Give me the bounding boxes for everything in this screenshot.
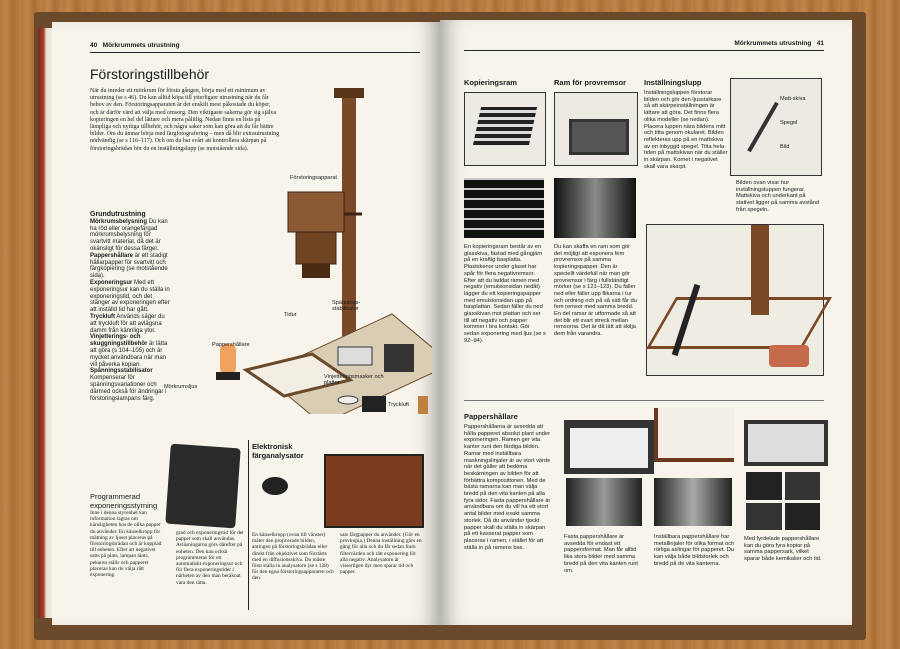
- header-rule: [90, 52, 420, 53]
- item-name: Vinjetterings- och skuggningstillbehör: [90, 334, 148, 348]
- header-rule: [464, 50, 824, 51]
- label-stabilizer: Spännings-stabilisator: [332, 300, 361, 312]
- basics-item: [90, 280, 170, 314]
- contact-frame-text: En kopieringsram består av en glasskiva, fästad med gångjärn på en kraftig basplatta. Plastskenor under glaset har spår för flera negativremsor. Efter att du laddat ramen med negativ (emulsionsidan nedåt) lägger du ett kopieringspapper med emulsionsidan upp på basplattan. Sedan fäller du ned glasskivan mot plattan och ser till att negativ och papper kommer i bra kontakt. Gör sedan exponering med ljus (se s 92–94).: [464, 244, 546, 344]
- analyzer-text-2: sats färgpapper du använder. (Gör en provkopia.) Denna inställning görs en gång för alla och du får sedan fram filtervärden och rätt exponering för alla negativ. Analysatorn är visserligen dyr men sparar tid och papper.: [340, 532, 422, 576]
- intro-text: När du inreder ett mörkrum för första gången, börja med ett minimum av utrustning (se s 46). Du kan alltid köpa till ytterligare utrustning när du får behov av den. Förstoringsapparaten är det enskilt mest påkostade du köper, och är därför värd att välja med omsorg. Den viktigaste sakerna gör sig själva kopieringen en hel del lättare och mera pålitlig. Nedan finns en lista på lämpliga och nyttiga tillbehör, och några saker som kan göra att du får bättre bilder. Om du ämnar börja med färgfotografering – men då blir extrautrustning nödvändig (se s 116–117). Och om du har svårt att kontrollera skärpan på förstoringsbrädan bör du en inställningslupp (se motstående sida).: [90, 88, 280, 152]
- heading-test-strip-frame: Ram för provremsor: [554, 78, 627, 87]
- left-page: [52, 22, 440, 625]
- basics-column: [90, 210, 170, 402]
- left-running-head: [90, 42, 180, 49]
- adjustable-holder-caption: Inställbara pappershållare har metallinjaler för olika format och rörliga axlingar för papperet. Du kan välja både bildstorlek och bredd på de vita kanterna.: [654, 534, 735, 567]
- label-timer: Tidur: [284, 312, 297, 318]
- running-head-text: Mörkrummets utrustning: [734, 40, 812, 47]
- color-analyzer: [324, 454, 424, 528]
- book-edge: [38, 28, 52, 618]
- fixed-holder-image: [564, 420, 654, 474]
- item-name: Tryckluft: [90, 313, 116, 320]
- item-name: Mörkrumsbelysning: [90, 218, 148, 225]
- analyzer-heading: Elektronisk färganalysator: [252, 442, 304, 460]
- four-part-holder-caption: Med fyrdelade pappershållare kan du göra fyra kopior på samma pappersark, vilket sparar både kemikalier och tid.: [744, 536, 822, 563]
- page-title: Förstoringstillbehör: [90, 66, 210, 82]
- test-strip-frame-image: [554, 92, 638, 166]
- exposure-controller: [165, 444, 240, 529]
- basics-heading: Grundutrustning: [90, 211, 146, 218]
- safelight: [220, 344, 236, 374]
- item-text: Används säger du att tryckluft för att avlägsna damm från kännliga ytor.: [90, 313, 165, 334]
- right-running-head: [734, 40, 824, 47]
- running-head-text: Mörkrummets utrustning: [102, 42, 180, 49]
- contact-sheet-photo: [464, 178, 544, 238]
- item-text: Kompenserar för spänningsvariationer och därmed också för ändringar i förstoringslampans färg.: [90, 375, 167, 402]
- four-part-holder-photo: [746, 472, 820, 530]
- test-strip-portrait: [554, 178, 636, 238]
- page-number: 40: [90, 42, 98, 49]
- timer: [338, 347, 372, 365]
- item-name: Exponeringsur: [90, 279, 133, 286]
- label-air: Tryckluft: [388, 402, 409, 408]
- label-safelight: Mörkrumsljus: [164, 384, 198, 390]
- item-text: är lätta att göra (s 104–105) och är mycket användbara när man vill påverka kopian.: [90, 341, 168, 368]
- stabilizer: [384, 344, 414, 372]
- four-part-holder-image: [744, 420, 828, 466]
- item-name: Spänningsstabilisator: [90, 368, 153, 375]
- heading-focus-loupe: Inställningslupp: [644, 78, 702, 87]
- loupe-diagram: [730, 78, 822, 176]
- basics-item: [90, 368, 170, 402]
- basics-item: [90, 219, 170, 253]
- sensor-probe: [262, 477, 288, 495]
- programmed-text: Inne i denna styrenhet kan information lagras om känsligheten hos de olika papper du använder. En känselkropp för mätning av ljuset placeras på förstoringsbrädan och är kopplad till enheten. Efter att negativet satts på plats, lampan tänts, pekaren ställs och papperet placeras kan du välja rätt exponering.: [90, 510, 162, 579]
- heading-paper-holders: Pappershållare: [464, 412, 518, 421]
- fixed-holder-caption: Fasta pappershållare är avsedda för endast ett pappersformat. Man får alltid lika stora bilder med samma bredd på den vita kanten runt om.: [564, 534, 638, 574]
- section-rule: [464, 400, 824, 401]
- basics-item: [90, 314, 170, 334]
- basics-item: [90, 253, 170, 280]
- fixed-holder-photo: [566, 478, 642, 526]
- loupe-caption: Bilden ovan visar hur inställningsluppen fungerar. Mattskiva och underkant på stativet ligger på samma avstånd från spegeln.: [736, 180, 820, 213]
- paper-holders-text: Pappershållarna är avsedda att hålla papperet absolut plant under exponeringen. Ramen ger vita kanter runt den färdiga bilden. Ramar med inställbara maskningslinjaler är av stort värde när det gäller att bedöma beskärningen av bilden för att förbättra kompositionen. Med de bästa ramarna kan man välja bredd på den vita kanten på alla fyra sidor. Fasta pappershållare är användbara om du vill ha ett stort antal bilder med exakt samma storlek. Då du använder tjockt papper skall du ställa in skärpan på ett kasserat papper som placeras i ramen, i stället för att ställa in på ramens bas.: [464, 424, 551, 551]
- item-text: Du kan ha röd eller orangefärgad mörkrumsbelysning för svartvitt material, då det är okänsligt för dessa färger.: [90, 218, 168, 252]
- basics-item: [90, 334, 170, 368]
- contact-frame-image: [464, 92, 546, 166]
- analyzer-text-1: En känselkropp (ovan till vänster) mäter den projicerade bilden, antingen på förstoringsbrädan eller direkt från objektivet som förstärts med en diffusionsskiva. Du måste först ställa in analysatorn (se s 128) för den egna förstoringsapparaten och den: [252, 532, 334, 582]
- diagram-label: Bild: [780, 144, 790, 150]
- item-text: är ett stadigt hållarpapper för svartvitt och färgkopiering (se motstående sida).: [90, 252, 168, 280]
- item-name: Pappershållare: [90, 252, 134, 259]
- column-divider: [248, 440, 249, 610]
- test-strip-text: Du kan skaffa en ram som gör det möjligt att exponera fem provremsor på samma kopieringspapper. Den är speciellt värdefull när man gör provremsor i färg i fullständigt mörker (se s 121–123). Du fäller ned eller fäller upp flikarna i tur och ordning och på så sätt får du fem remsor med samma bredd. En del ramar är utformade så att det blir ett svart streck mellan remsorna. Det är då lätt att skilja dem från varandra.: [554, 244, 637, 338]
- adjustable-holder-photo: [654, 478, 732, 526]
- label-enlarger: Förstoringsapparat: [290, 175, 337, 181]
- diagram-label: Spegel: [780, 120, 798, 126]
- focus-loupe-text: Inställningsluppen förstorar bilden och gör den ljusstarkare så att skärpeinställningen är lättare att göra. Det finns flera olika modeller (se nedan). Placera luppen nära bildens mitt och titta genom okularet. Bilden reflekteras upp på en mattskiva av en inbyggd spegel. Titta hela tiden på mattskivan när du ställer in skärpan. Kornet i negativet skall vara skarpt.: [644, 90, 728, 170]
- programmed-heading: Programmerad exponeringsstyrning: [90, 492, 158, 510]
- enlarger-head: [288, 192, 344, 232]
- item-text: Med ett exponeringsur kan du ställa in exponeringstid, och det stänger av exponeringen efter att inställd tid har gått.: [90, 279, 170, 314]
- label-masks: Vinjetteringsmasker och plattor: [324, 374, 384, 386]
- page-number: 41: [816, 40, 824, 47]
- heading-contact-frame: Kopieringsram: [464, 78, 517, 87]
- right-page: [440, 20, 852, 625]
- diagram-label: Matt-skiva: [780, 96, 806, 102]
- label-paper-holder: Pappershållare: [212, 342, 250, 348]
- loupe-on-easel-image: [646, 224, 824, 376]
- programmed-text-2: grad och exponeringstid för det papper som skall användas. Avläsningarna görs därefter på enheten. Den kan också programmeras för ett automatiskt exponeringsur och för flera exponeringstider i närheten av den man beräknat vara den rätta.: [176, 530, 244, 586]
- adjustable-holder-image: [654, 408, 734, 462]
- equipment-illustration: [162, 74, 432, 414]
